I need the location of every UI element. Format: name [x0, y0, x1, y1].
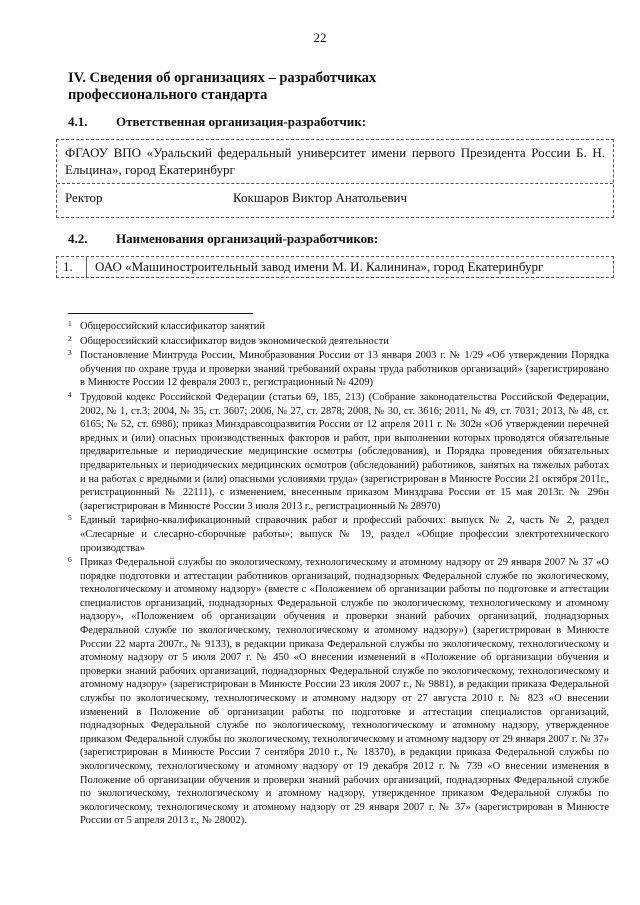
footnote-mark: 5 [68, 513, 72, 523]
footnote-text: Общероссийский классификатор видов экономической деятельности [80, 335, 389, 347]
responsible-org-number: 4.1. [68, 114, 88, 129]
footnote-text: Постановление Минтруда России, Минобразования России от 13 января 2003 г. № 1/29 «Об утверждении Порядка обучения по охране труда и проверки знаний требований охраны труда работников организаций» (зарегистрировано в Минюсте России 12 февраля 2003 г., регистрационный № 4209) [80, 350, 609, 389]
responsible-org-heading [68, 114, 366, 130]
responsible-org-title: Ответственная организация-разработчик: [116, 114, 367, 129]
developer-orgs-heading [68, 231, 378, 247]
footnote [68, 556, 609, 828]
footnotes [68, 320, 609, 829]
developer-org-row [56, 256, 614, 278]
footnote [68, 349, 609, 390]
footnote-mark: 1 [68, 319, 72, 328]
developer-orgs-number: 4.2. [68, 231, 88, 246]
footnote [68, 335, 609, 349]
developer-org-name: ОАО «Машиностроительный завод имени М. И. Калинина», город Екатеринбург [95, 259, 544, 274]
footnote [68, 391, 609, 513]
responsible-org-name: ФГАОУ ВПО «Уральский федеральный университет имени первого Президента России Б. Н. Ельцина», город Екатеринбург [65, 145, 605, 177]
footnote-text: Трудовой кодекс Российской Федерации (статьи 69, 185, 213) (Собрание законодательства Российской Федерации, 2002, № 1, ст.3; 2004, № 35, ст. 3607; 2006, № 27, ст. 2878; 2008, № 30, ст. 3616; 2011, № 49, ст. 7031; 2013, № 48, ст. 6165; № 52, ст. 6986); приказ Минздравсоцразвития России от 12 апреля 2011 г. № 302н «Об утверждении перечней вредных и (или) опасных производственных факторов и работ, при выполнении которых проводятся обязательные предварительные и периодические медицинские осмотры (обследования), и Порядка проведения обязательных предварительных и периодических медицинских осмотров (обследований) работников, занятых на тяжелых работах и на работах с вредными и (или) опасными условиями труда» (зарегистрирован в Минюсте России 21 октября 2011г., регистрационный № 22111), с изменением, внесенным приказом Минздрава России от 15 мая 2013г. № 296н (зарегистрирован в Минюсте России 3 июля 2013 г., регистрационный № 28970) [80, 391, 609, 512]
signatory-name: Кокшаров Виктор Анатольевич [233, 190, 407, 205]
responsible-org-box [56, 139, 614, 218]
footnote-mark: 4 [68, 389, 72, 399]
box-divider [57, 183, 613, 184]
footnote-mark: 6 [68, 555, 72, 565]
developer-orgs-title: Наименования организаций-разработчиков: [116, 231, 379, 246]
footnote-mark: 2 [68, 333, 72, 343]
footnote-text: Единый тарифно-квалификационный справочник работ и профессий рабочих: выпуск № 2, часть № 2, раздел «Слесарные и слесарно-сборочные работы»; выпуск № 19, раздел «Общие профессии электротехнического производства» [80, 515, 609, 554]
footnote [68, 320, 609, 334]
footnote-separator [68, 313, 253, 314]
page-number: 22 [313, 30, 327, 45]
footnote-text: Приказ Федеральной службы по экологическому, технологическому и атомному надзору от 29 января 2007 № 37 «О порядке подготовки и аттестации работников организаций, поднадзорных Федеральной службе по экологическому, технологическому и атомному надзору» (вместе с «Положением об организации работы по подготовке и аттестации специалистов организаций, поднадзорных Федеральной службе по экологическому, технологическому и атомному надзору», «Положением об организации обучения и проверки знаний рабочих организаций, поднадзорных Федеральной службе по экологическому, технологическому и атомному надзору») (зарегистрирован в Минюсте России 22 марта 2007г., № 9133), в редакции приказа Федеральной службы по экологическому, технологическому и атомному надзору от 5 июля 2007 г. № 450 «О внесении изменений в «Положение об организации обучения и проверки знаний рабочих организаций, поднадзорных Федеральной службе по экологическому, технологическому и атомному надзору» (зарегистрирован в Минюсте России 23 июля 2007 г., № 9881), в редакции приказа Федеральной службы по экологическому, технологическому и атомному надзору от 27 августа 2010 г. № 823 «О внесении изменений в Положение об организации работы по подготовке и аттестации специалистов организаций, поднадзорных Федеральной службе по экологическому, технологическому и атомному надзору, утвержденное приказом Федеральной службы по экологическому, технологическому и атомному надзору от 29 января 2007 г. № 37» (зарегистрирован в Минюсте России 7 сентября 2010 г., № 18370), в редакции приказа Федеральной службы по экологическому, технологическому и атомному надзору от 19 декабря 2012 г. № 739 «О внесении изменения в Положение об организации обучения и проверки знаний рабочих организаций, поднадзорных Федеральной службе по экологическому, технологическому и атомному надзору, утвержденное приказом Федеральной службы по экологическому, технологическому и атомному надзору от 29 января 2007 г. № 37» (зарегистрирован в Минюсте России от 5 апреля 2013 г., № 28002). [80, 557, 609, 827]
footnote [68, 514, 609, 555]
section-heading: IV. Сведения об организациях – разработчиках профессионального стандарта [68, 70, 377, 103]
signatory-position: Ректор [65, 190, 103, 205]
footnote-mark: 3 [68, 348, 72, 358]
developer-org-number: 1. [57, 257, 87, 277]
footnote-text: Общероссийский классификатор занятий [80, 321, 265, 332]
